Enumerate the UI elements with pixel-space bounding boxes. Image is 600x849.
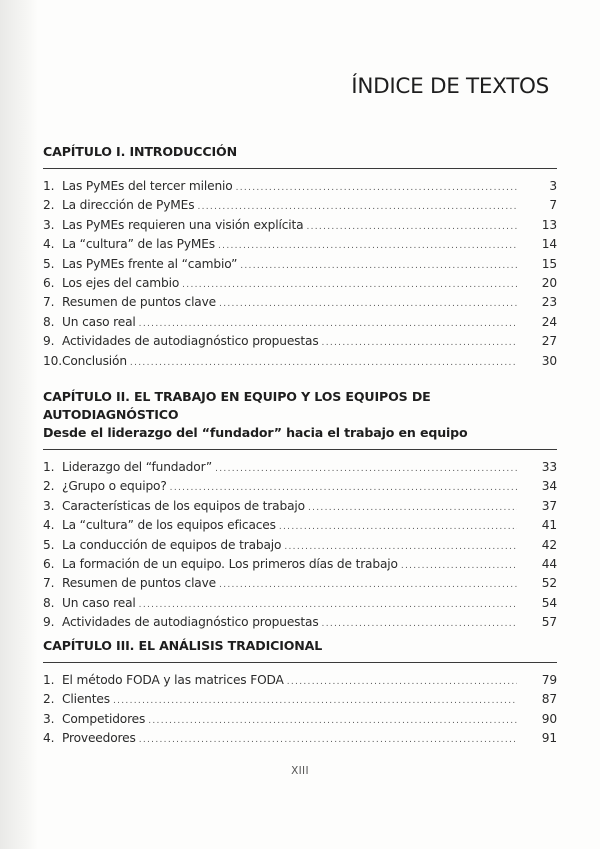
toc-entry[interactable]	[43, 729, 557, 748]
entry-label: La “cultura” de los equipos eficaces	[62, 518, 276, 533]
entry-page: 57	[541, 615, 557, 630]
entry-page: 54	[541, 595, 557, 610]
entry-page: 33	[541, 460, 557, 474]
entry-label: Competidores	[62, 711, 146, 726]
toc-entry[interactable]	[43, 690, 557, 709]
chapter-rule	[43, 168, 557, 169]
chapter-2	[43, 388, 557, 633]
toc-entry[interactable]	[43, 497, 557, 516]
entry-label: Conclusión	[62, 353, 127, 368]
entry-number: 1.	[43, 179, 55, 193]
entry-label: Actividades de autodiagnóstico propuestas	[62, 334, 319, 349]
entry-label: Liderazgo del “fundador”	[62, 460, 213, 474]
dot-leader	[182, 276, 517, 295]
entry-number: 9.	[43, 334, 55, 349]
entry-label: Un caso real	[62, 595, 136, 610]
entry-page: 37	[541, 498, 557, 513]
entry-number: 10.	[43, 353, 62, 368]
entry-page: 52	[541, 576, 557, 591]
dot-leader	[240, 257, 517, 276]
toc-entry[interactable]	[43, 710, 557, 729]
dot-leader	[306, 218, 517, 237]
toc-entries	[43, 671, 557, 749]
entry-number: 9.	[43, 615, 55, 630]
dot-leader	[139, 731, 517, 750]
entry-page: 15	[541, 256, 557, 271]
dot-leader	[215, 460, 517, 479]
toc-entry[interactable]	[43, 313, 557, 332]
toc-entry[interactable]	[43, 613, 557, 632]
toc-entry[interactable]	[43, 216, 557, 235]
toc-entry[interactable]	[43, 516, 557, 535]
dot-leader	[113, 692, 517, 711]
entry-page: 91	[541, 731, 557, 746]
entry-page: 7	[549, 198, 557, 213]
chapter-heading: CAPÍTULO I. INTRODUCCIÓN	[43, 144, 237, 159]
chapter-3	[43, 637, 557, 749]
chapter-heading: CAPÍTULO II. EL TRABAJO EN EQUIPO Y LOS EQUIPOS DE AUTODIAGNÓSTICO	[43, 389, 431, 422]
toc-entry[interactable]	[43, 196, 557, 215]
toc-entry[interactable]	[43, 536, 557, 555]
entry-number: 2.	[43, 479, 55, 494]
entry-number: 3.	[43, 217, 55, 232]
dot-leader	[219, 576, 517, 595]
entry-label: La formación de un equipo. Los primeros días de trabajo	[62, 556, 398, 571]
entry-page: 42	[541, 537, 557, 552]
toc-entry[interactable]	[43, 293, 557, 312]
dot-leader	[322, 334, 517, 353]
entry-label: Características de los equipos de trabajo	[62, 498, 305, 513]
entry-page: 44	[541, 556, 557, 571]
toc-entry[interactable]	[43, 177, 557, 196]
entry-label: Las PyMEs frente al “cambio”	[62, 256, 238, 271]
dot-leader	[218, 237, 517, 256]
entry-page: 90	[541, 711, 557, 726]
page-number: XIII	[291, 765, 309, 777]
entry-label: Las PyMEs requieren una visión explícita	[62, 217, 304, 232]
entry-page: 24	[541, 314, 557, 329]
entry-number: 3.	[43, 498, 55, 513]
entry-number: 3.	[43, 711, 55, 726]
dot-leader	[219, 295, 517, 314]
entry-number: 1.	[43, 460, 55, 474]
entry-number: 2.	[43, 198, 55, 213]
toc-entry[interactable]	[43, 458, 557, 477]
toc-entry[interactable]	[43, 332, 557, 351]
entry-label: Proveedores	[62, 731, 136, 746]
entry-page: 79	[541, 673, 557, 687]
entry-page: 34	[541, 479, 557, 494]
toc-entry[interactable]	[43, 555, 557, 574]
toc-entries	[43, 177, 557, 371]
entry-number: 4.	[43, 237, 55, 252]
chapter-rule	[43, 449, 557, 450]
dot-leader	[279, 518, 517, 537]
entry-page: 3	[549, 179, 557, 193]
entry-label: Un caso real	[62, 314, 136, 329]
entry-label: Actividades de autodiagnóstico propuestas	[62, 615, 319, 630]
entry-label: Resumen de puntos clave	[62, 295, 217, 310]
entry-number: 8.	[43, 595, 55, 610]
entry-page: 87	[541, 692, 557, 707]
dot-leader	[308, 499, 517, 518]
toc-entry[interactable]	[43, 352, 557, 371]
toc-entry[interactable]	[43, 235, 557, 254]
entry-page: 20	[541, 275, 557, 290]
entry-label: Las PyMEs del tercer milenio	[62, 179, 233, 193]
entry-page: 30	[541, 353, 557, 368]
entry-page: 14	[541, 237, 557, 252]
entry-label: La “cultura” de las PyMEs	[62, 237, 215, 252]
chapter-subheading: Desde el liderazgo del “fundador” hacia el trabajo en equipo	[43, 425, 468, 440]
dot-leader	[130, 354, 517, 373]
toc-entry[interactable]	[43, 255, 557, 274]
chapter-rule	[43, 662, 557, 663]
dot-leader	[401, 557, 517, 576]
page-title: ÍNDICE DE TEXTOS	[351, 74, 549, 99]
toc-entry[interactable]	[43, 594, 557, 613]
entry-number: 7.	[43, 295, 55, 310]
entry-label: La dirección de PyMEs	[62, 198, 195, 213]
toc-entry[interactable]	[43, 671, 557, 690]
entry-number: 4.	[43, 731, 55, 746]
dot-leader	[236, 179, 517, 198]
chapter-heading: CAPÍTULO III. EL ANÁLISIS TRADICIONAL	[43, 638, 323, 653]
entry-number: 7.	[43, 576, 55, 591]
entry-number: 2.	[43, 692, 55, 707]
entry-page: 27	[541, 334, 557, 349]
dot-leader	[148, 712, 517, 731]
entry-number: 4.	[43, 518, 55, 533]
chapter-1	[43, 143, 557, 371]
entry-number: 6.	[43, 275, 55, 290]
entry-number: 1.	[43, 673, 55, 687]
entry-page: 41	[541, 518, 557, 533]
entry-page: 23	[541, 295, 557, 310]
entry-label: La conducción de equipos de trabajo	[62, 537, 282, 552]
entry-label: El método FODA y las matrices FODA	[62, 673, 284, 687]
toc-entry[interactable]	[43, 574, 557, 593]
entry-page: 13	[541, 217, 557, 232]
entry-label: Los ejes del cambio	[62, 275, 180, 290]
dot-leader	[322, 615, 517, 634]
entry-label: Resumen de puntos clave	[62, 576, 217, 591]
entry-number: 8.	[43, 314, 55, 329]
toc-entry[interactable]	[43, 477, 557, 496]
entry-label: Clientes	[62, 692, 110, 707]
entry-number: 6.	[43, 556, 55, 571]
entry-number: 5.	[43, 537, 55, 552]
entry-label: ¿Grupo o equipo?	[62, 479, 167, 494]
dot-leader	[287, 673, 517, 692]
entry-number: 5.	[43, 256, 55, 271]
toc-entries	[43, 458, 557, 633]
page-binding-shadow	[0, 0, 38, 849]
toc-entry[interactable]	[43, 274, 557, 293]
